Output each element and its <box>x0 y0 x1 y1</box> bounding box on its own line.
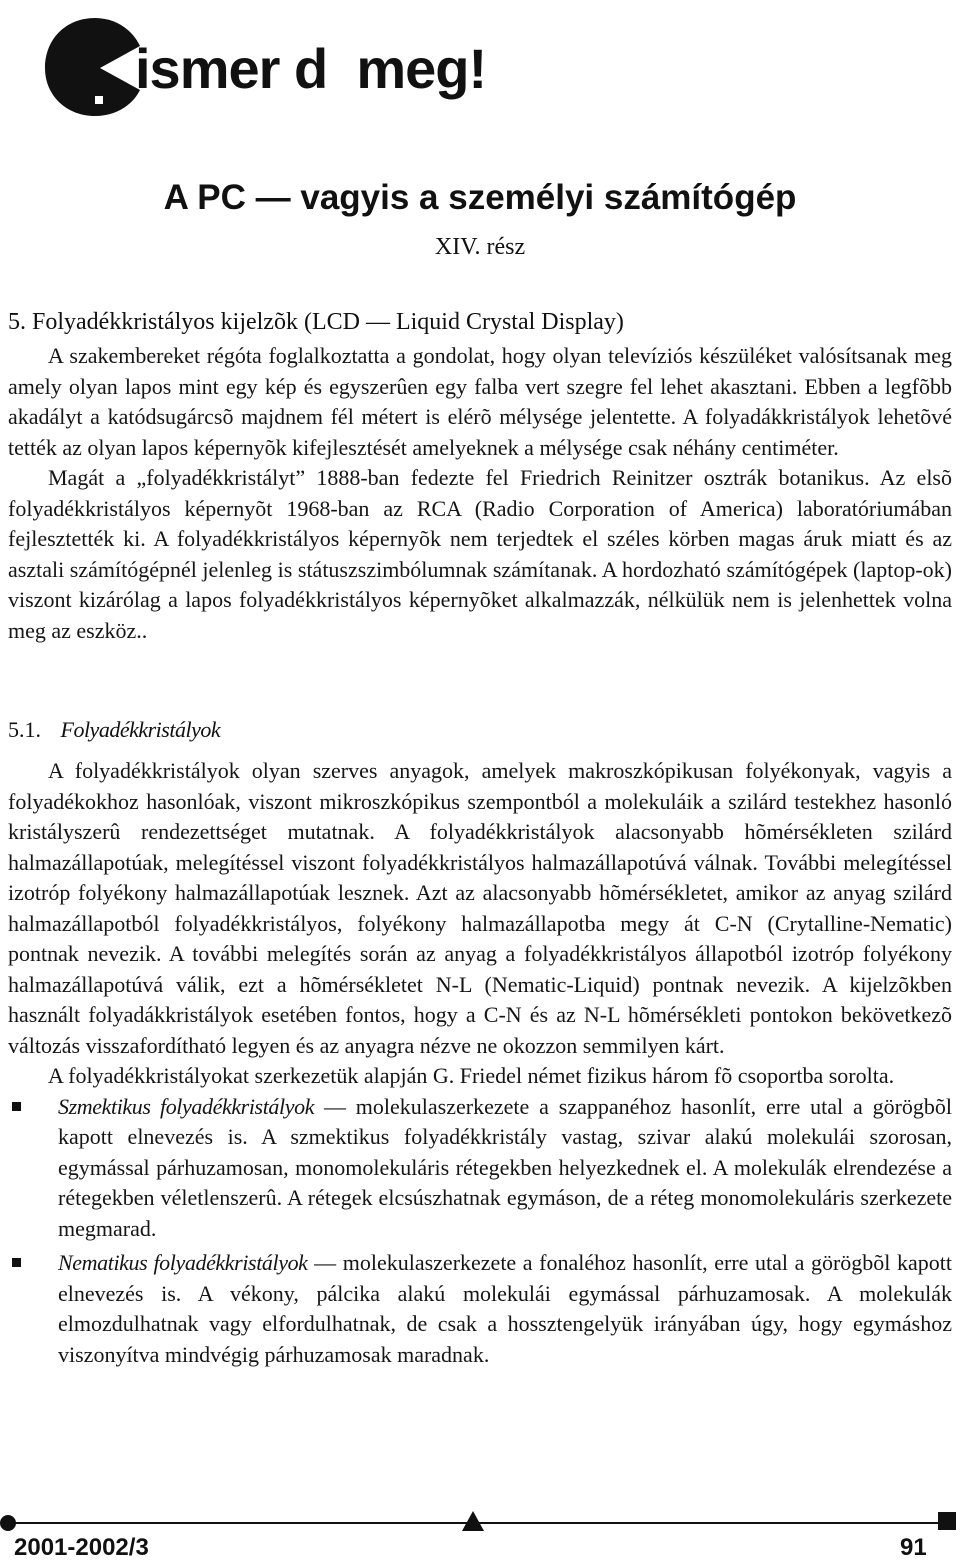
square-bullet-icon <box>12 1258 21 1267</box>
subsection-number: 5.1. <box>8 717 41 742</box>
section-heading: 5. Folyadékkristályos kijelzõk (LCD — Liquid Crystal Display) <box>8 309 624 335</box>
subsection-heading <box>8 717 220 743</box>
article-part: XIV. rész <box>434 234 526 260</box>
body-text <box>8 756 952 1370</box>
circle-icon <box>0 1515 16 1531</box>
paragraph: A folyadékkristályok olyan szerves anyagok, amelyek makroszkópikusan folyékonyak, vagyis a folyadékokhoz hasonlóak, viszont mikroszkópikus szempontból a molekuláik a szilárd testekhez hasonló kristályszerû rendezettséget mutatnak. A folyadékkristályok alacsonyabb hõmérsékleten szilárd halmazállapotúak, melegítéssel viszont folyadékkristályos halmazállapotúvá válnak. További melegítéssel izotróp folyékony halmazállapotúak lesznek. Azt az alacsonyabb hõmérsékletet, amikor az anyag szilárd halmazállapotból folyadékkristályos, folyékony halmazállapotba megy át C-N (Crytalline-Nematic) pontnak nevezik. A további melegítés során az anyag a folyadékkristályos állapotból izotróp folyékony halmazállapotúvá válik, ezt a hõmérsékletet N-L (Nematic-Liquid) pontnak nevezik. A kijelzõkben használt folyadákkristályok esetében fontos, hogy a C-N és az N-L hõmérsékleti pontokon bekövetkezõ változás visszafordítható legyen és az anyagra nézve ne okozzon semmilyen kárt. <box>8 758 952 1058</box>
list-item <box>8 1248 952 1370</box>
pacman-logo-icon <box>40 10 150 120</box>
paragraph: A folyadékkristályokat szerkezetük alapján G. Friedel német fizikus három fõ csoportba sorolta. <box>48 1063 895 1088</box>
intro-text <box>8 341 952 646</box>
magazine-logo <box>40 10 487 120</box>
list-item-text: — molekulaszerkezete a szappanéhoz hasonlít, erre utal a görögbõl kapott elnevezés is. A szmektikus folyadékkristály vastag, szivar alakú molekulái szorosan, egymással párhuzamosan, monomolekuláris rétegekben helyezkednek el. A molekulák elrendezése a rétegekben véletlenszerû. A rétegek elcsúszhatnak egymáson, de a réteg monomolekuláris szerkezete megmarad. <box>58 1093 953 1241</box>
square-bullet-icon <box>12 1102 21 1111</box>
page-number: 91 <box>900 1534 927 1561</box>
list-item-text: — molekulaszerkezete a fonaléhoz hasonlít, erre utal a görögbõl kapott elnevezés is. A vékony, pálcika alakú molekulái egymással párhuzamosak. A molekulák elmozdulhatnak vagy elfordulhatnak, de csak a hossztengelyük irányában úgy, hogy egymáshoz viszonyítva mindvégig párhuzamosak maradnak. <box>58 1250 952 1367</box>
paragraph: Magát a „folyadékkristályt” 1888-ban fedezte fel Friedrich Reinitzer osztrák botanikus. Az elsõ folyadékkristályos képernyõt 1968-ban az RCA (Radio Corporation of America) laboratóriumában fejlesztették ki. A folyadékkristályos képernyõk nem terjedtek el széles körben magas áruk miatt és az asztali számítógépnél jelenleg is státuszszimbólumnak számítanak. A hordozható számítógépek (laptop-ok) viszont kizárólag a lapos folyadékkristályos képernyõket alkalmazzák, nélkülük nem is jelenhettek volna meg az eszköz.. <box>8 465 952 643</box>
logo-text: ismer d meg! <box>135 37 487 100</box>
list-item-term: Szmektikus folyadékkristályok <box>58 1093 315 1119</box>
issue-number: 2001-2002/3 <box>14 1534 149 1561</box>
square-icon <box>938 1512 956 1530</box>
list-item-term: Nematikus folyadékkristályok <box>58 1250 308 1275</box>
subsection-title: Folyadékkristályok <box>60 717 221 742</box>
list-item <box>8 1092 952 1245</box>
paragraph: A szakembereket régóta foglalkoztatta a gondolat, hogy olyan televíziós készüléket valósítsanak meg amely olyan lapos mint egy kép és egyszerûen egy falba vert szegre fel lehet akasztani. Ebben a legfõbb akadályt a katódsugárcsõ majdnem fél métert is elérõ mélysége jelentette. A folyadákkristályok lehetõvé tették az olyan lapos képernyõk kifejlesztését amelyeknek a mélysége csak néhány centiméter. <box>8 343 952 460</box>
triangle-icon <box>462 1511 484 1531</box>
article-title: A PC — vagyis a személyi számítógép <box>163 178 797 217</box>
